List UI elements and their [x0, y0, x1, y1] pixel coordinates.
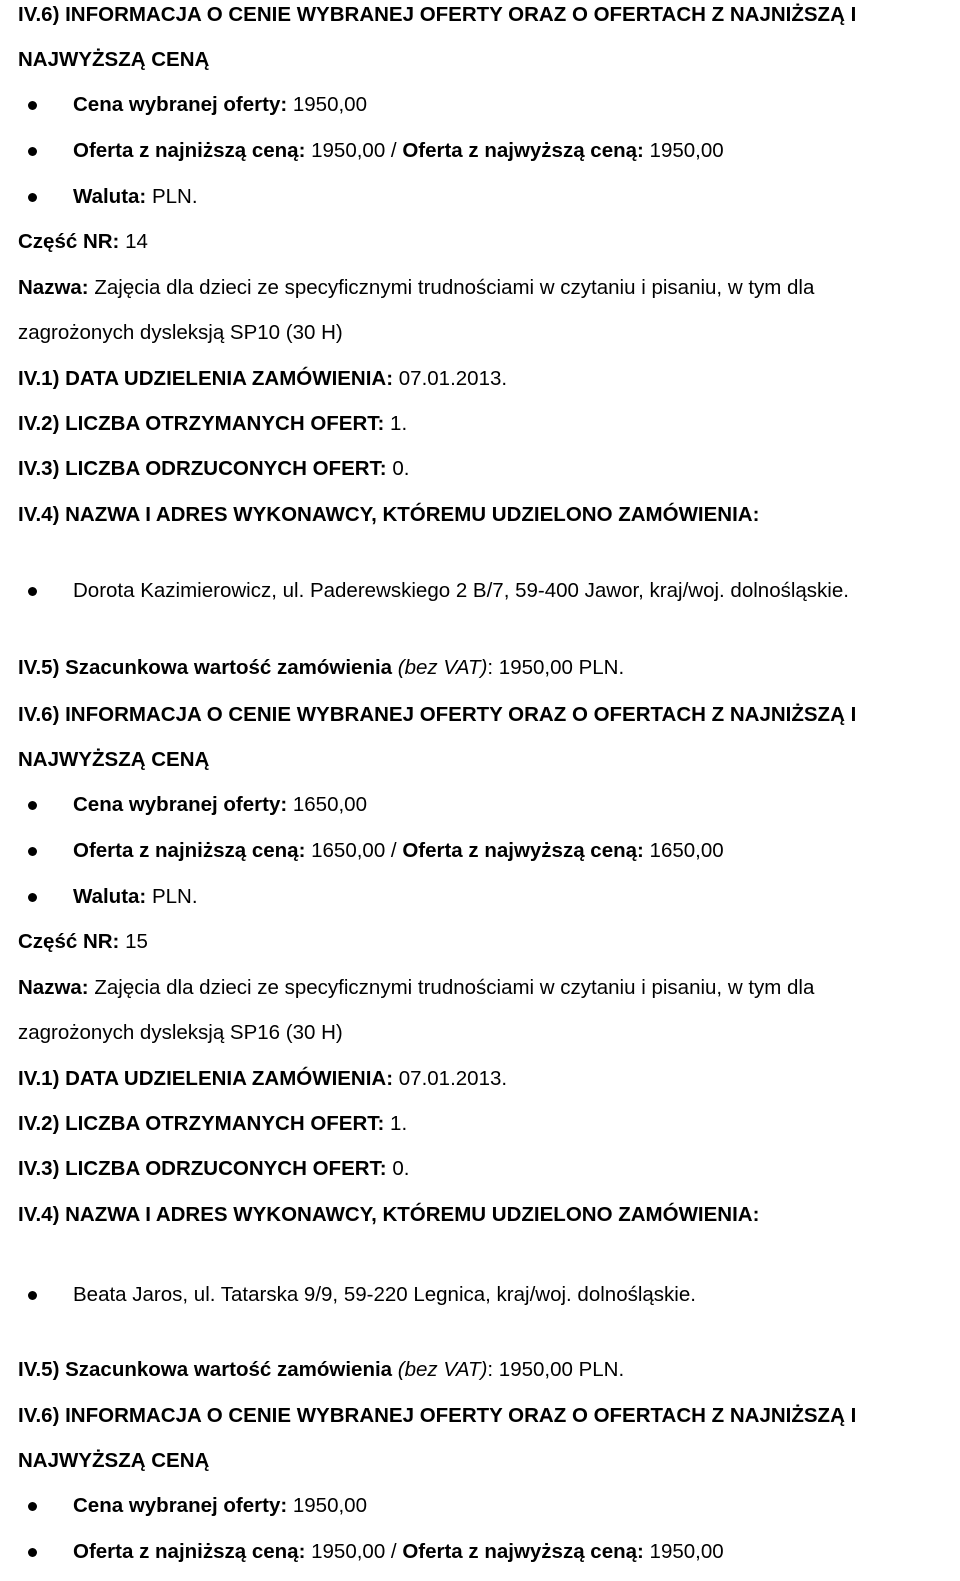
- award-date-line: [18, 367, 507, 391]
- offers-received-line: [18, 1112, 407, 1136]
- estimated-value-line: [18, 656, 624, 680]
- offers-received-value: 1.: [384, 412, 408, 435]
- iv6-heading-line1: IV.6) INFORMACJA O CENIE WYBRANEJ OFERTY ORAZ O OFERTACH Z NAJNIŻSZĄ I: [18, 703, 857, 726]
- part-name-line2: zagrożonych dysleksją SP10 (30 H): [18, 321, 343, 344]
- highest-price-value: 1650,00: [643, 839, 724, 862]
- bullet-icon: [28, 1291, 37, 1300]
- iv6-heading-line1: IV.6) INFORMACJA O CENIE WYBRANEJ OFERTY ORAZ O OFERTACH Z NAJNIŻSZĄ I: [18, 1404, 857, 1427]
- offers-received-line: [18, 412, 407, 436]
- part-number-line: [18, 230, 148, 254]
- lowest-price-value: 1650,00 /: [305, 839, 403, 862]
- offers-rejected-value: 0.: [386, 1157, 410, 1180]
- bullet-icon: [28, 1502, 37, 1511]
- currency-label: Waluta:: [73, 185, 147, 208]
- estimated-value-label: IV.5) Szacunkowa wartość zamówienia: [18, 1358, 393, 1381]
- contractor-name-address: Beata Jaros, ul. Tatarska 9/9, 59-220 Legnica, kraj/woj. dolnośląskie.: [73, 1283, 696, 1306]
- award-date-label: IV.1) DATA UDZIELENIA ZAMÓWIENIA:: [18, 1067, 394, 1090]
- highest-price-label: Oferta z najwyższą ceną:: [402, 1540, 644, 1563]
- selected-price-value: 1650,00: [287, 793, 367, 816]
- offers-received-value: 1.: [384, 1112, 408, 1135]
- selected-price-label: Cena wybranej oferty:: [73, 1494, 288, 1517]
- part-number-label: Część NR:: [18, 230, 120, 253]
- award-date-value: 07.01.2013.: [393, 1067, 508, 1090]
- part-name-line2: zagrożonych dysleksją SP16 (30 H): [18, 1021, 343, 1044]
- lowest-price-label: Oferta z najniższą ceną:: [73, 839, 306, 862]
- estimated-value-amount: : 1950,00 PLN.: [487, 656, 625, 679]
- part-number-line: [18, 930, 148, 954]
- highest-price-value: 1950,00: [643, 1540, 724, 1563]
- bullet-icon: [28, 1548, 37, 1557]
- offers-rejected-label: IV.3) LICZBA ODRZUCONYCH OFERT:: [18, 1157, 387, 1180]
- part-name-line1: [18, 976, 814, 1000]
- selected-price-label: Cena wybranej oferty:: [73, 793, 288, 816]
- contractor-heading: IV.4) NAZWA I ADRES WYKONAWCY, KTÓREMU UDZIELONO ZAMÓWIENIA:: [18, 1203, 760, 1226]
- selected-price-line: [73, 1494, 367, 1518]
- estimated-value-line: [18, 1358, 624, 1382]
- lowest-price-value: 1950,00 /: [305, 1540, 403, 1563]
- currency-line: [73, 185, 198, 209]
- bullet-icon: [28, 847, 37, 856]
- bullet-icon: [28, 101, 37, 110]
- bullet-icon: [28, 587, 37, 596]
- lowest-price-label: Oferta z najniższą ceną:: [73, 1540, 306, 1563]
- award-date-label: IV.1) DATA UDZIELENIA ZAMÓWIENIA:: [18, 367, 394, 390]
- currency-value: PLN.: [146, 185, 198, 208]
- estimated-value-vat-note: (bez VAT): [392, 1358, 488, 1381]
- lowest-price-label: Oferta z najniższą ceną:: [73, 139, 306, 162]
- highest-price-label: Oferta z najwyższą ceną:: [402, 139, 644, 162]
- lowest-highest-line: [73, 139, 724, 163]
- offers-received-label: IV.2) LICZBA OTRZYMANYCH OFERT:: [18, 1112, 385, 1135]
- offers-rejected-line: [18, 457, 409, 481]
- bullet-icon: [28, 193, 37, 202]
- iv6-heading-line1: IV.6) INFORMACJA O CENIE WYBRANEJ OFERTY ORAZ O OFERTACH Z NAJNIŻSZĄ I: [18, 3, 857, 26]
- currency-label: Waluta:: [73, 885, 147, 908]
- lowest-highest-line: [73, 1540, 724, 1564]
- part-name-value: Zajęcia dla dzieci ze specyficznymi trudnościami w czytaniu i pisaniu, w tym dla: [88, 976, 815, 999]
- iv6-heading-line2: NAJWYŻSZĄ CENĄ: [18, 1449, 210, 1472]
- offers-received-label: IV.2) LICZBA OTRZYMANYCH OFERT:: [18, 412, 385, 435]
- currency-value: PLN.: [146, 885, 198, 908]
- estimated-value-label: IV.5) Szacunkowa wartość zamówienia: [18, 656, 393, 679]
- contractor-heading: IV.4) NAZWA I ADRES WYKONAWCY, KTÓREMU UDZIELONO ZAMÓWIENIA:: [18, 503, 760, 526]
- contractor-name-address: Dorota Kazimierowicz, ul. Paderewskiego 2 B/7, 59-400 Jawor, kraj/woj. dolnośląskie.: [73, 579, 849, 602]
- estimated-value-amount: : 1950,00 PLN.: [487, 1358, 625, 1381]
- lowest-price-value: 1950,00 /: [305, 139, 403, 162]
- part-name-label: Nazwa:: [18, 976, 89, 999]
- iv6-heading-line2: NAJWYŻSZĄ CENĄ: [18, 748, 210, 771]
- offers-rejected-label: IV.3) LICZBA ODRZUCONYCH OFERT:: [18, 457, 387, 480]
- highest-price-label: Oferta z najwyższą ceną:: [402, 839, 644, 862]
- lowest-highest-line: [73, 839, 724, 863]
- selected-price-line: [73, 793, 367, 817]
- selected-price-label: Cena wybranej oferty:: [73, 93, 288, 116]
- part-number-label: Część NR:: [18, 930, 120, 953]
- bullet-icon: [28, 893, 37, 902]
- bullet-icon: [28, 801, 37, 810]
- offers-rejected-value: 0.: [386, 457, 410, 480]
- offers-rejected-line: [18, 1157, 409, 1181]
- part-number-value: 14: [119, 230, 148, 253]
- selected-price-value: 1950,00: [287, 1494, 367, 1517]
- award-date-line: [18, 1067, 507, 1091]
- part-name-line1: [18, 276, 814, 300]
- iv6-heading-line2: NAJWYŻSZĄ CENĄ: [18, 48, 210, 71]
- currency-line: [73, 885, 198, 909]
- part-name-label: Nazwa:: [18, 276, 89, 299]
- part-name-value: Zajęcia dla dzieci ze specyficznymi trudnościami w czytaniu i pisaniu, w tym dla: [88, 276, 815, 299]
- highest-price-value: 1950,00: [643, 139, 724, 162]
- selected-price-line: [73, 93, 367, 117]
- selected-price-value: 1950,00: [287, 93, 367, 116]
- part-number-value: 15: [119, 930, 148, 953]
- award-date-value: 07.01.2013.: [393, 367, 508, 390]
- bullet-icon: [28, 147, 37, 156]
- estimated-value-vat-note: (bez VAT): [392, 656, 488, 679]
